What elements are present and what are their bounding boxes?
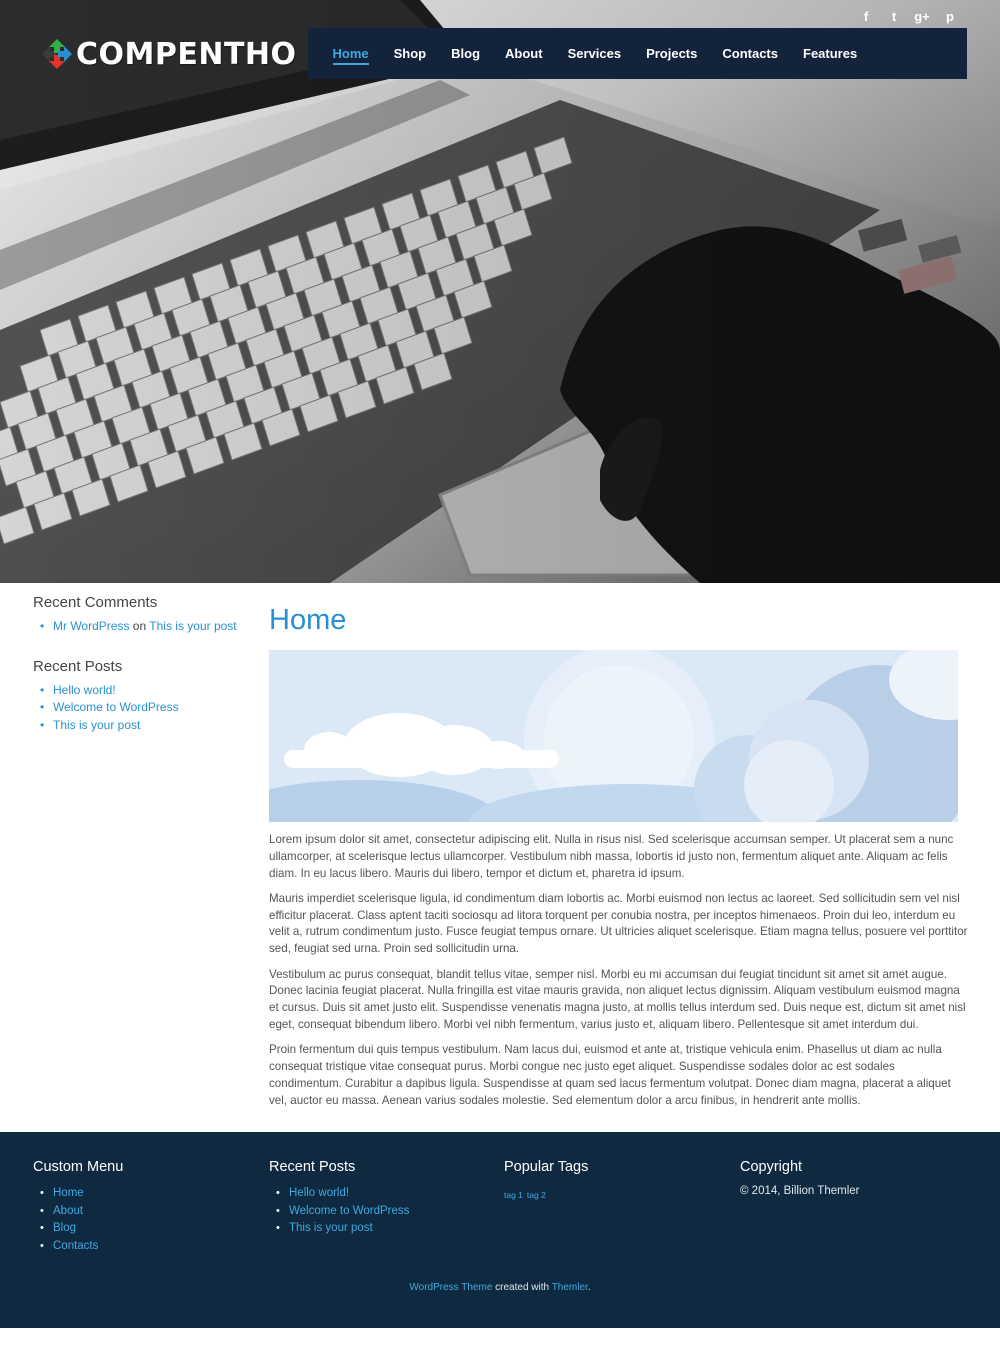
page-title: Home	[269, 604, 347, 636]
sidebar	[33, 594, 248, 756]
footer-popular-tags	[504, 1159, 588, 1203]
list-item	[33, 618, 248, 636]
logo-arrows-icon	[40, 37, 74, 71]
recent-comments-list	[33, 618, 248, 636]
site-footer	[0, 1132, 1000, 1328]
list-item	[33, 1220, 123, 1238]
comment-author-link[interactable]: Mr WordPress	[53, 619, 130, 633]
copyright-text: © 2014, Billion Themler	[740, 1185, 860, 1197]
list-item	[33, 1203, 123, 1221]
footer-custom-menu	[33, 1159, 123, 1255]
credit-middle-text: created with	[492, 1282, 552, 1293]
twitter-icon[interactable]: t	[891, 9, 897, 24]
footer-credit	[0, 1282, 1000, 1293]
list-item	[269, 1185, 409, 1203]
recent-comments-heading: Recent Comments	[33, 594, 158, 611]
footer-copyright	[740, 1159, 860, 1197]
comment-on-text: on	[132, 619, 147, 633]
footer-heading: Popular Tags	[504, 1159, 589, 1175]
site-logo[interactable]	[40, 36, 297, 72]
hero-image	[0, 0, 1000, 583]
paragraph: Lorem ipsum dolor sit amet, consectetur adipiscing elit. Nulla in risus nisl. Sed scelerisque accumsan semper. Ut placerat sem a nunc ullamcorper, at scelerisque lectus ullamcorper. Vestibulum nibh massa, lobortis id justo non, fermentum aliquet ante. Aliquam ac felis diam. In eu lacus libero. Mauris dui libero, tempor et dictum et, pharetra id ipsum.	[269, 833, 954, 880]
themler-link[interactable]: Themler	[551, 1282, 588, 1293]
post-link[interactable]: Hello world!	[53, 682, 116, 697]
main-content	[269, 604, 969, 1118]
paragraph: Proin fermentum dui quis tempus vestibulum. Nam lacus dui, euismod et ante at, tristique vehicula enim. Phasellus ut diam ac nulla consequat tristique vitae consequat purus. Morbi congue nec justo eget aliquet. Suspendisse sodales dolor ac est sodales condimentum. Curabitur a dapibus ligula. Suspendisse at quam sed lacus fermentum volutpat. Donec diam magna, placerat a aliquet vel, auctor eu massa. Aenean varius sodales molestie. Sed elementum dolor a arcu finibus, in hendrerit ante mollis.	[269, 1043, 951, 1107]
nav-contacts[interactable]: Contacts	[722, 46, 778, 61]
list-item	[269, 1220, 409, 1238]
nav-shop[interactable]: Shop	[393, 46, 427, 61]
nav-home[interactable]: Home	[320, 28, 381, 79]
logo-text: COMPENTHO	[76, 36, 297, 72]
list-item	[33, 682, 248, 700]
tag-link[interactable]: tag 1	[504, 1190, 523, 1200]
nav-projects[interactable]: Projects	[646, 46, 698, 61]
list-item	[33, 1185, 123, 1203]
social-links	[858, 9, 958, 24]
credit-end-text: .	[587, 1282, 591, 1293]
list-item	[33, 717, 248, 735]
main-nav	[308, 28, 967, 79]
comment-post-link[interactable]: This is your post	[149, 619, 237, 633]
footer-heading: Copyright	[740, 1159, 803, 1175]
post-link[interactable]: This is your post	[53, 717, 141, 732]
post-link[interactable]: Welcome to WordPress	[53, 700, 179, 714]
recent-posts-list	[33, 682, 248, 735]
nav-about[interactable]: About	[505, 46, 543, 61]
sky-banner-image	[269, 650, 958, 822]
post-link[interactable]: Welcome to WordPress	[289, 1204, 410, 1217]
list-item	[33, 1238, 123, 1256]
recent-posts-heading: Recent Posts	[33, 657, 123, 675]
laptop-illustration	[0, 0, 1000, 583]
footer-menu-blog-link[interactable]: Blog	[53, 1222, 77, 1234]
footer-menu-home-link[interactable]: Home	[53, 1187, 84, 1199]
facebook-icon[interactable]: f	[863, 9, 869, 24]
google-plus-icon[interactable]: g+	[914, 9, 930, 24]
nav-services[interactable]: Services	[567, 46, 622, 61]
footer-menu-about-link[interactable]: About	[53, 1204, 84, 1217]
list-item	[33, 699, 248, 717]
pinterest-icon[interactable]: p	[946, 9, 954, 24]
post-link[interactable]: Hello world!	[289, 1187, 350, 1199]
nav-features[interactable]: Features	[803, 46, 858, 61]
tag-link[interactable]: tag 2	[526, 1190, 546, 1200]
footer-recent-posts	[269, 1159, 409, 1238]
list-item	[269, 1203, 409, 1221]
nav-blog[interactable]: Blog	[451, 46, 481, 61]
wordpress-theme-link[interactable]: WordPress Theme	[409, 1282, 493, 1293]
paragraph: Mauris imperdiet scelerisque ligula, id condimentum diam lobortis ac. Morbi euismod non lectus ac laoreet. Sed sollicitudin sem vel nisl efficitur placerat. Class aptent taciti sociosqu ad litora torquent per conubia nostra, per inceptos himenaeos. Proin dui leo, interdum eu velit a, rutrum condimentum justo. Fusce feugiat tempus ornare. Ut ultricies aliquet scelerisque. Etiam magna tellus, posuere vel porttitor sed, feugiat sed urna. Proin sed sollicitudin urna.	[269, 891, 968, 956]
footer-menu-contacts-link[interactable]: Contacts	[53, 1239, 99, 1252]
post-link[interactable]: This is your post	[289, 1222, 373, 1234]
footer-heading: Recent Posts	[269, 1159, 356, 1175]
footer-heading: Custom Menu	[33, 1159, 124, 1175]
paragraph: Vestibulum ac purus consequat, blandit tellus vitae, semper nisl. Morbi eu mi accumsan dui feugiat tincidunt sit amet sit amet augue. Donec lacinia feugiat placerat. Nulla fringilla est vitae mauris gravida, non aliquet lectus dignissim. Aliquam vestibulum euismod magna et cursus. Duis sit amet justo elit. Suspendisse venenatis magna justo, at mollis tellus interdum sed. Duis neque est, dictum sit amet nisl eget, consequat bibendum libero. Morbi vel nibh fermentum, varius justo et, aliquam libero. Pellentesque sit amet interdum dui.	[269, 967, 966, 1031]
